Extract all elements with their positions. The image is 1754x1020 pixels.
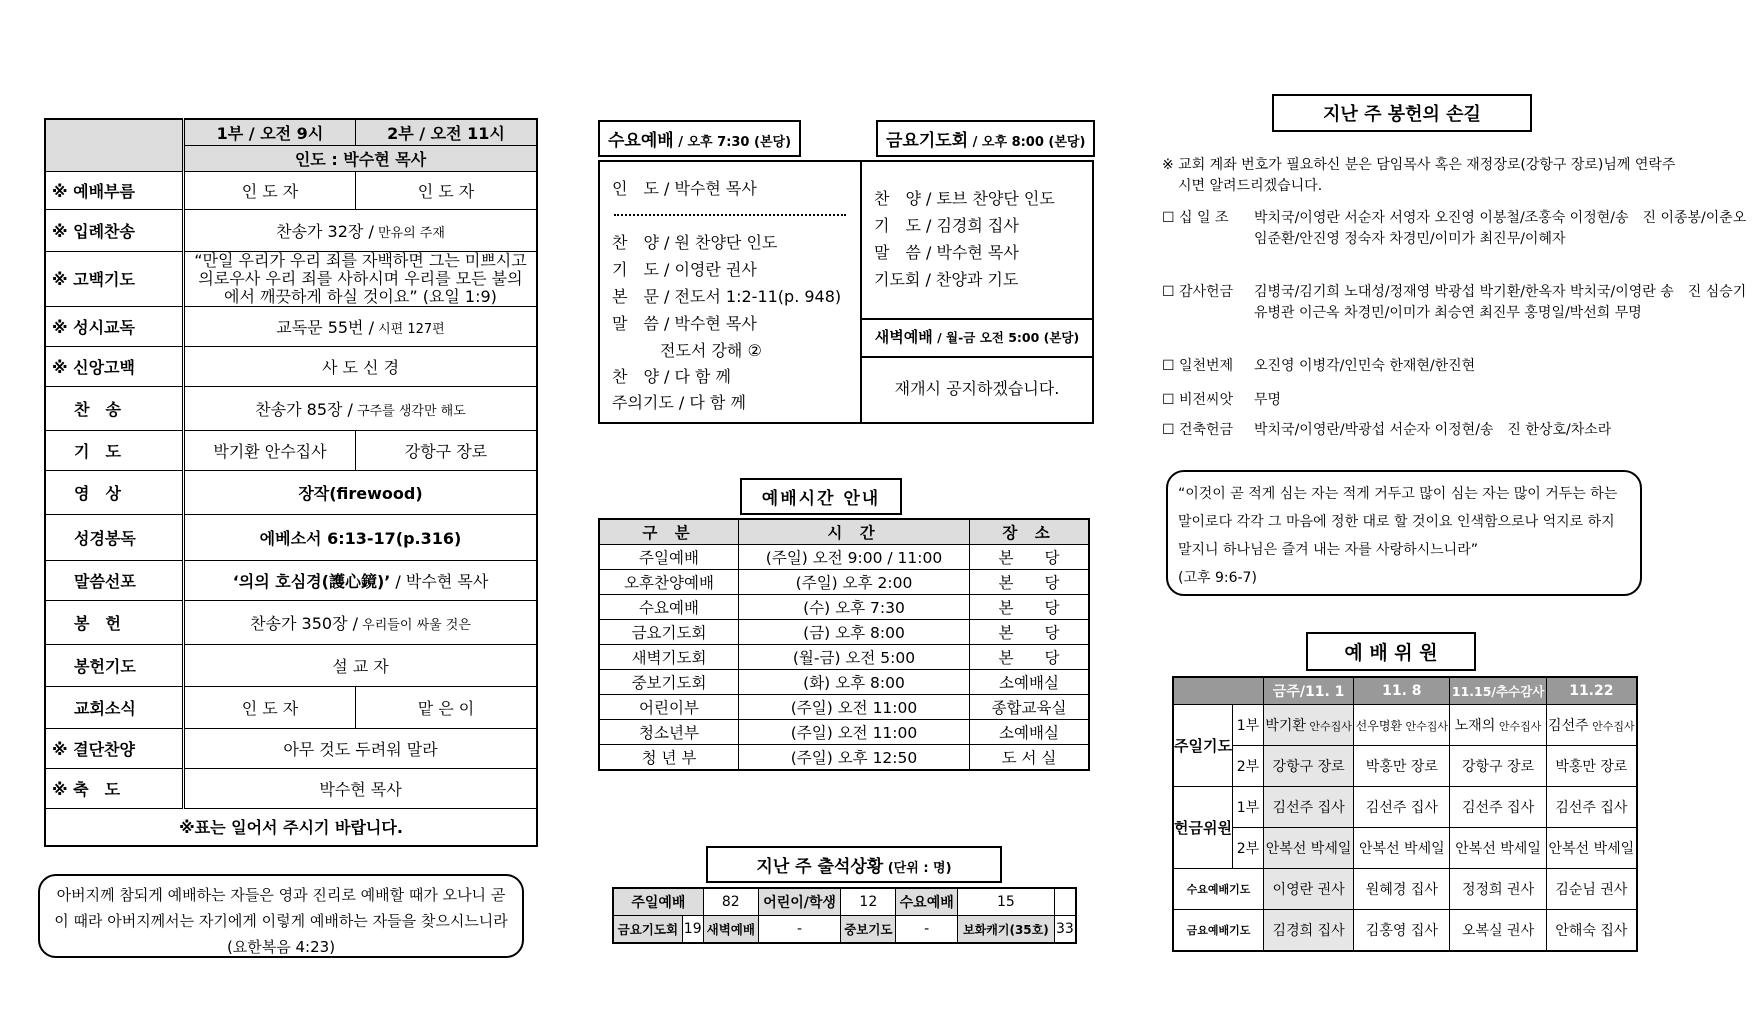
times-cell: 수요예배 — [599, 595, 739, 620]
times-cell: 본 당 — [970, 620, 1090, 645]
staff-cell: 정정희 권사 — [1450, 869, 1546, 910]
staff-name: 선우명환 — [1355, 718, 1403, 733]
offering-label: ☐ 십 일 조 — [1162, 210, 1229, 226]
staff-cell: 이영란 권사 — [1263, 869, 1353, 910]
row-main: 찬송가 350장 / — [250, 613, 359, 633]
wednesday-time: / 오후 7:30 (본당) — [673, 135, 792, 150]
offering-label: ☐ 감사헌금 — [1162, 284, 1234, 300]
attendance-table — [612, 887, 1077, 944]
offering-names: 오진영 이병각/인민숙 한재현/한진현 — [1254, 358, 1476, 374]
row-main: 교독문 55번 / — [276, 317, 374, 337]
row-content — [184, 386, 538, 430]
offering-label: ☐ 일천번제 — [1162, 358, 1234, 374]
times-cell: 도 서 실 — [970, 745, 1090, 771]
staff-cell: 원혜경 집사 — [1354, 869, 1450, 910]
staff-cell: 강항구 장로 — [1450, 746, 1546, 787]
times-cell: (수) 오후 7:30 — [739, 595, 970, 620]
row-content — [184, 560, 538, 600]
times-cell: (주일) 오전 9:00 / 11:00 — [739, 545, 970, 570]
wednesday-leader: 인 도 / 박수현 목사 — [612, 179, 757, 198]
dotted-divider — [614, 214, 846, 216]
staff-cell — [1450, 705, 1546, 746]
staff-title-text: 안수집사 — [1305, 720, 1352, 733]
times-title: 예배시간 안내 — [740, 478, 902, 515]
row-label: 찬 송 — [45, 386, 184, 430]
times-cell: (금) 오후 8:00 — [739, 620, 970, 645]
staff-title-text: 안수집사 — [1495, 720, 1542, 733]
dawn-title — [862, 318, 1092, 358]
staff-cell: 김경희 집사 — [1263, 910, 1353, 952]
offering-names: 무명 — [1254, 392, 1282, 408]
times-cell: (주일) 오전 11:00 — [739, 720, 970, 745]
att-val: - — [896, 916, 958, 944]
row-sub: 만유의 주재 — [373, 225, 445, 241]
att-val: - — [758, 916, 840, 944]
staff-name: 김선주 — [1548, 718, 1589, 734]
row-content — [184, 209, 538, 251]
row-label: ※ 입례찬송 — [45, 209, 184, 251]
staff-part: 1부 — [1232, 705, 1263, 746]
times-cell: 새벽기도회 — [599, 645, 739, 670]
worship-times-table — [598, 518, 1090, 771]
midweek-panel — [598, 160, 1094, 424]
row-label: ※ 축 도 — [45, 768, 184, 808]
row-main: 찬송가 32장 / — [276, 221, 374, 241]
att-key: 금요기도회 — [613, 916, 682, 944]
friday-line: 말 씀 / 박수현 목사 — [874, 243, 1019, 262]
offering-label: ☐ 건축헌금 — [1162, 422, 1234, 438]
att-key: 중보기도 — [841, 916, 896, 944]
staff-cell: 김순님 권사 — [1546, 869, 1637, 910]
row-content: 아무 것도 두려워 말라 — [184, 728, 538, 768]
wednesday-line: 본 문 / 전도서 1:2-11(p. 948) — [612, 287, 842, 306]
row-sub: 구주를 생각만 해도 — [352, 403, 466, 419]
friday-time: / 오후 8:00 (본당) — [968, 135, 1086, 150]
att-val: 82 — [703, 888, 758, 916]
row-left: 박기환 안수집사 — [184, 430, 356, 470]
row-content: 장작(firewood) — [184, 470, 538, 514]
row-sub: / 박수현 목사 — [390, 571, 489, 591]
staff-header: 금주/11. 1 — [1263, 677, 1353, 705]
staff-cell: 김홍영 집사 — [1354, 910, 1450, 952]
times-cell: (월-금) 오전 5:00 — [739, 645, 970, 670]
att-val: 12 — [841, 888, 896, 916]
times-cell: (주일) 오후 12:50 — [739, 745, 970, 771]
att-key: 주일예배 — [613, 888, 703, 916]
staff-part: 2부 — [1232, 828, 1263, 869]
times-cell: (화) 오후 8:00 — [739, 670, 970, 695]
row-content: 설 교 자 — [184, 644, 538, 686]
attendance-title — [706, 846, 1002, 883]
att-val: 19 — [682, 916, 703, 944]
verse-2cor — [1166, 470, 1642, 596]
staff-cell: 김선주 집사 — [1263, 787, 1353, 828]
wednesday-line: 말 씀 / 박수현 목사 — [612, 314, 757, 333]
att-key: 보화캐기(35호) — [958, 916, 1055, 944]
staff-wed-label: 수요예배기도 — [1173, 869, 1263, 910]
staff-cell — [1546, 705, 1637, 746]
row-left: 인 도 자 — [184, 686, 356, 728]
dawn-time: / 월-금 오전 5:00 (본당) — [932, 330, 1080, 345]
times-cell: 금요기도회 — [599, 620, 739, 645]
offering-names: 박치국/이영란 서순자 서영자 오진영 이봉철/조홍숙 이정현/송 진 이종봉/이춘오 임준환/안진영 정숙자 차경민/이미가 최진무/이혜자 — [1254, 210, 1747, 247]
staff-cell: 안복선 박세일 — [1263, 828, 1353, 869]
staff-part: 1부 — [1232, 787, 1263, 828]
times-cell: 오후찬양예배 — [599, 570, 739, 595]
header-blank — [45, 119, 184, 171]
service1-header: 1부 / 오전 9시 — [184, 119, 356, 145]
att-val: 33 — [1054, 916, 1076, 944]
times-cell: 본 당 — [970, 595, 1090, 620]
friday-line: 찬 양 / 토브 찬양단 인도 — [874, 189, 1055, 208]
staff-cell: 오복실 권사 — [1450, 910, 1546, 952]
att-val: 15 — [958, 888, 1055, 916]
friday-title — [876, 120, 1095, 157]
times-header: 장 소 — [970, 519, 1090, 545]
staff-cell — [1263, 705, 1353, 746]
times-header: 시 간 — [739, 519, 970, 545]
staff-group-offering: 헌금위원 — [1173, 787, 1232, 869]
row-content — [184, 306, 538, 346]
verse-2cor-ref: (고후 9:6-7) — [1178, 570, 1257, 586]
staff-header-blank — [1173, 677, 1263, 705]
staff-title: 예 배 위 원 — [1306, 632, 1476, 671]
row-left: 인 도 자 — [184, 171, 356, 209]
row-sub: 우리들이 싸울 것은 — [358, 617, 471, 633]
row-label: 말씀선포 — [45, 560, 184, 600]
friday-line: 기도회 / 찬양과 기도 — [874, 270, 1019, 289]
row-main: 찬송가 85장 / — [255, 399, 353, 419]
verse-2cor-text: “이것이 곧 적게 심는 자는 적게 거두고 많이 심는 자는 많이 거두는 하는 말이로다 각각 그 마음에 정한 대로 할 것이요 인색함으로나 억지로 하지 말지니 하나님은 즐겨 내는 자를 사랑하시느니라” — [1178, 486, 1618, 558]
row-content: 박수현 목사 — [184, 768, 538, 808]
staff-part: 2부 — [1232, 746, 1263, 787]
staff-header: 11.22 — [1546, 677, 1637, 705]
att-key: 수요예배 — [896, 888, 958, 916]
times-cell: 청소년부 — [599, 720, 739, 745]
row-label: ※ 성시교독 — [45, 306, 184, 346]
wednesday-line: 찬 양 / 다 함 께 — [612, 367, 732, 386]
staff-cell — [1354, 705, 1450, 746]
row-right: 맡 은 이 — [355, 686, 537, 728]
wednesday-panel — [600, 162, 862, 422]
staff-name: 박기환 — [1265, 718, 1306, 734]
row-right: 강항구 장로 — [355, 430, 537, 470]
staff-cell: 안복선 박세일 — [1546, 828, 1637, 869]
row-label: ※ 결단찬양 — [45, 728, 184, 768]
row-label: 성경봉독 — [45, 514, 184, 560]
staff-cell: 강항구 장로 — [1263, 746, 1353, 787]
staff-cell: 김선주 집사 — [1354, 787, 1450, 828]
order-footer: ※표는 일어서 주시기 바랍니다. — [45, 808, 537, 846]
wednesday-line: 찬 양 / 원 찬양단 인도 — [612, 233, 778, 252]
times-cell: 종합교육실 — [970, 695, 1090, 720]
dawn-title-text: 새벽예배 — [874, 328, 933, 346]
staff-name: 노재의 — [1454, 718, 1496, 734]
times-cell: 중보기도회 — [599, 670, 739, 695]
staff-cell: 김선주 집사 — [1450, 787, 1546, 828]
offering-note: ※ 교회 계좌 번호가 필요하신 분은 담임목사 혹은 재정장로(강항구 장로)님께 연락주시면 알려드리겠습니다. — [1162, 157, 1676, 194]
wednesday-line: 주의기도 / 다 함 께 — [612, 393, 746, 412]
staff-group-prayer: 주일기도 — [1173, 705, 1232, 787]
friday-line: 기 도 / 김경희 집사 — [874, 216, 1019, 235]
row-main: ‘의의 호심경(護心鏡)’ — [232, 571, 391, 591]
offering-label: ☐ 비전씨앗 — [1162, 392, 1234, 408]
friday-title-text: 금요기도회 — [886, 131, 969, 151]
service2-header: 2부 / 오전 11시 — [355, 119, 537, 145]
times-header: 구 분 — [599, 519, 739, 545]
row-content: 에베소서 6:13-17(p.316) — [184, 514, 538, 560]
row-label: ※ 신앙고백 — [45, 346, 184, 386]
times-cell: 소예배실 — [970, 720, 1090, 745]
times-cell: 본 당 — [970, 645, 1090, 670]
staff-fri-label: 금요예배기도 — [1173, 910, 1263, 952]
times-cell: (주일) 오전 11:00 — [739, 695, 970, 720]
offering-names: 김병국/김기희 노대성/정재영 박광섭 박기환/한옥자 박치국/이영란 송 진 심승기 유병관 이근옥 차경민/이미가 최승연 최진무 홍명일/박선희 무명 — [1254, 284, 1747, 321]
row-label: 봉 헌 — [45, 600, 184, 644]
row-label: ※ 고백기도 — [45, 251, 184, 306]
row-sub: 시편 127편 — [373, 321, 445, 337]
staff-title-text: 안수집사 — [1588, 720, 1635, 733]
row-label: 영 상 — [45, 470, 184, 514]
dawn-note: 재개시 공지하겠습니다. — [894, 379, 1060, 398]
times-cell: (주일) 오후 2:00 — [739, 570, 970, 595]
staff-title-text: 안수집사 — [1402, 719, 1449, 733]
row-label: 봉헌기도 — [45, 644, 184, 686]
staff-header: 11.15/추수감사 — [1450, 677, 1546, 705]
times-cell: 주일예배 — [599, 545, 739, 570]
times-cell: 어린이부 — [599, 695, 739, 720]
verse-john: 아버지께 참되게 예배하는 자들은 영과 진리로 예배할 때가 오나니 곧 이 때라 아버지께서는 자기에게 이렇게 예배하는 자들을 찾으시느니라 (요한복음 4:23) — [38, 874, 524, 958]
staff-cell: 안해숙 집사 — [1546, 910, 1637, 952]
staff-cell: 박홍만 장로 — [1546, 746, 1637, 787]
att-key: 어린이/학생 — [758, 888, 840, 916]
times-cell: 소예배실 — [970, 670, 1090, 695]
wednesday-line: 전도서 강해 ② — [612, 341, 762, 360]
staff-cell: 안복선 박세일 — [1354, 828, 1450, 869]
staff-cell: 김선주 집사 — [1546, 787, 1637, 828]
attendance-unit: (단위 : 명) — [883, 861, 952, 876]
row-label: ※ 예배부름 — [45, 171, 184, 209]
row-label: 기 도 — [45, 430, 184, 470]
worship-staff-table — [1172, 676, 1638, 952]
confession-prayer-text: “만일 우리가 우리 죄를 자백하면 그는 미쁘시고 의로우사 우리 죄를 사하시며 우리를 모든 불의에서 깨끗하게 하실 것이요” (요일 1:9) — [184, 251, 538, 306]
friday-panel — [862, 162, 1092, 422]
times-cell: 본 당 — [970, 570, 1090, 595]
staff-header: 11. 8 — [1354, 677, 1450, 705]
staff-cell: 안복선 박세일 — [1450, 828, 1546, 869]
row-content — [184, 600, 538, 644]
wednesday-line: 기 도 / 이영란 권사 — [612, 260, 757, 279]
leader-header: 인도 : 박수현 목사 — [184, 145, 538, 171]
offering-names: 박치국/이영란/박광섭 서순자 이정현/송 진 한상호/차소라 — [1254, 422, 1612, 438]
offering-title: 지난 주 봉헌의 손길 — [1272, 94, 1532, 132]
wednesday-title-text: 수요예배 — [608, 131, 674, 151]
times-cell: 청 년 부 — [599, 745, 739, 771]
times-cell: 본 당 — [970, 545, 1090, 570]
wednesday-title — [598, 120, 801, 157]
row-label: 교회소식 — [45, 686, 184, 728]
row-content: 사 도 신 경 — [184, 346, 538, 386]
order-of-worship-table — [44, 118, 538, 847]
row-right: 인 도 자 — [355, 171, 537, 209]
attendance-title-text: 지난 주 출석상황 — [756, 857, 884, 877]
staff-cell: 박홍만 장로 — [1354, 746, 1450, 787]
att-key: 새벽예배 — [703, 916, 758, 944]
